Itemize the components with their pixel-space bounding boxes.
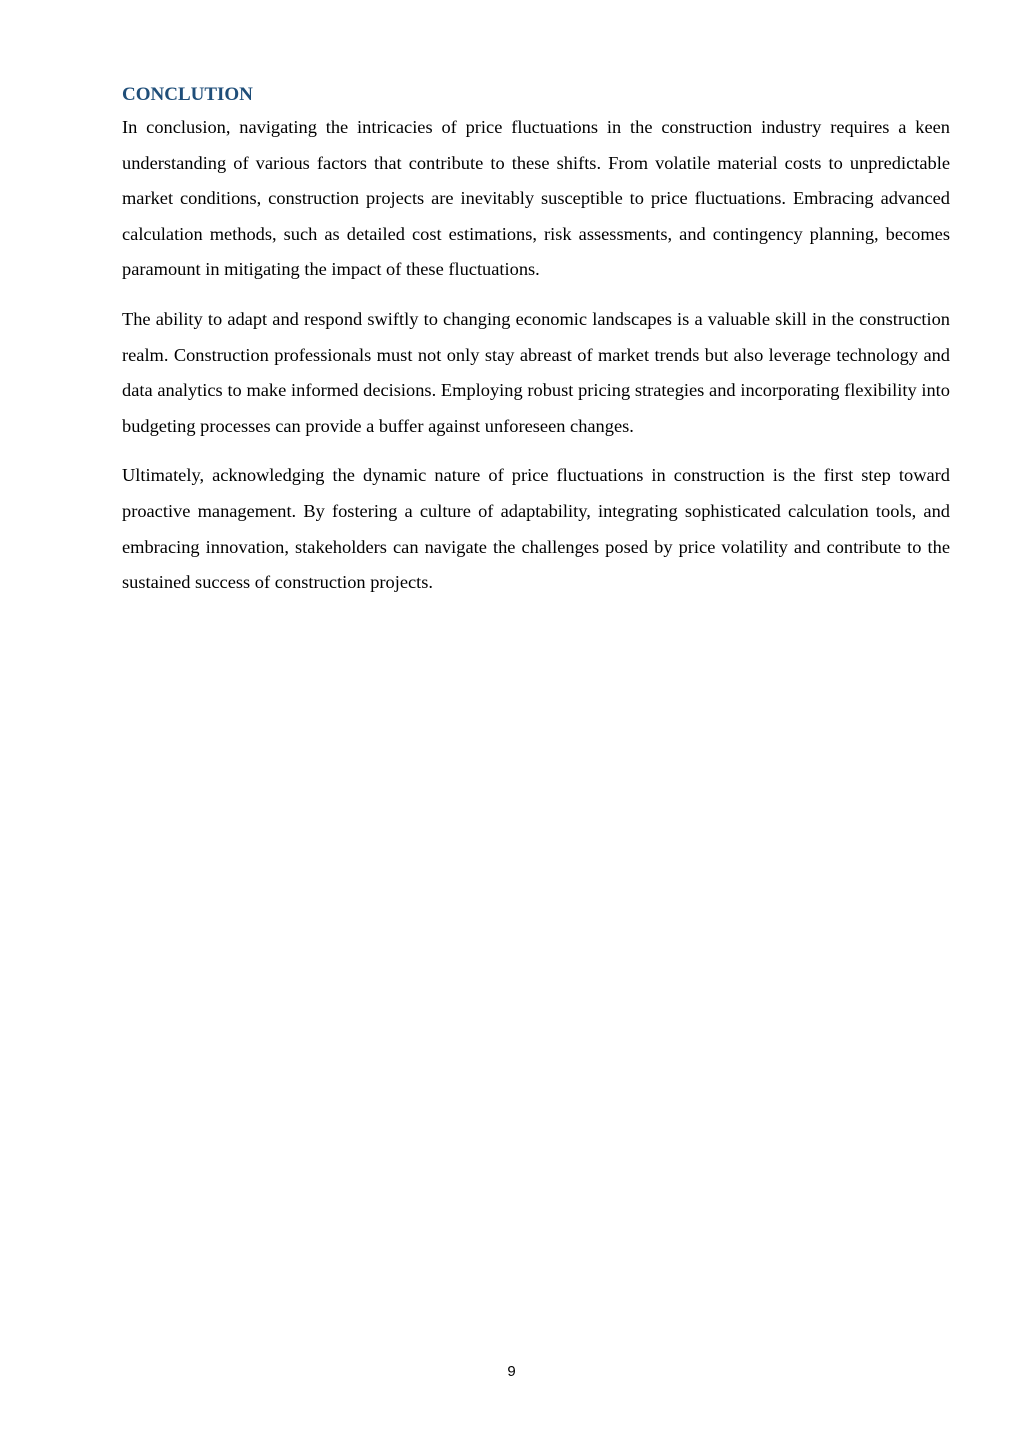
- paragraph-2: The ability to adapt and respond swiftly to changing economic landscapes is a valuable skill in the construction realm. Construction professionals must not only stay abreast of market trends but also leverage technology and data analytics to make informed decisions. Employing robust pricing strategies and incorporating flexibility into budgeting processes can provide a buffer against unforeseen changes.: [122, 308, 950, 436]
- paragraph-1: In conclusion, navigating the intricacies of price fluctuations in the construction industry requires a keen understanding of various factors that contribute to these shifts. From volatile material costs to unpredictable market conditions, construction projects are inevitably susceptible to price fluctuations. Embracing advanced calculation methods, such as detailed cost estimations, risk assessments, and contingency planning, becomes paramount in mitigating the impact of these fluctuations.: [122, 117, 950, 280]
- page-content: [122, 81, 950, 615]
- paragraph-3: Ultimately, acknowledging the dynamic nature of price fluctuations in construction is the first step toward proactive management. By fostering a culture of adaptability, integrating sophisticated calculation tools, and embracing innovation, stakeholders can navigate the challenges posed by price volatility and contribute to the sustained success of construction projects.: [122, 465, 950, 593]
- section-heading: CONCLUTION: [122, 84, 253, 105]
- page-number: 9: [507, 1363, 516, 1380]
